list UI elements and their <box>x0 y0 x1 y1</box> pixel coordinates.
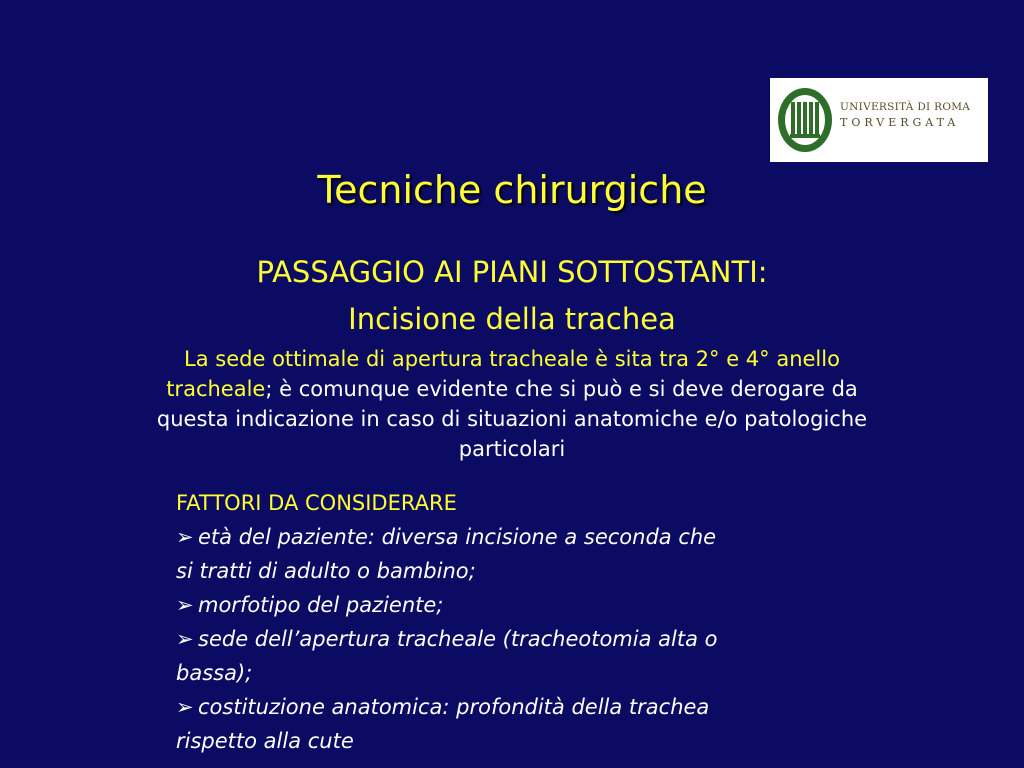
arrow-bullet-icon: ➢ <box>176 593 194 617</box>
list-item <box>176 690 876 724</box>
arrow-bullet-icon: ➢ <box>176 525 194 549</box>
logo-line-1: UNIVERSITÀ DI ROMA <box>840 101 971 113</box>
arrow-bullet-icon: ➢ <box>176 695 194 719</box>
slide-subtitle <box>0 249 1024 343</box>
slide-title: Tecniche chirurgiche <box>317 168 707 212</box>
list-item-continuation: bassa); <box>176 661 253 685</box>
paragraph-line-2 <box>40 374 984 404</box>
paragraph-line-4: particolari <box>458 437 566 461</box>
list-item-text: costituzione anatomica: profondità della trachea <box>198 695 710 719</box>
logo-line-2: TORVERGATA <box>840 115 960 129</box>
university-logo <box>770 78 988 162</box>
university-emblem-icon <box>776 86 834 154</box>
list-item-text: sede dell’apertura tracheale (tracheotomia alta o <box>198 627 718 651</box>
paragraph-line-2-highlight: tracheale <box>166 377 266 401</box>
subtitle-line-2: Incisione della trachea <box>348 302 676 336</box>
factors-heading: FATTORI DA CONSIDERARE <box>176 491 457 515</box>
list-item <box>176 622 876 656</box>
list-item <box>176 520 876 554</box>
paragraph-line-2-rest: ; è comunque evidente che si può e si deve derogare da <box>265 377 858 401</box>
list-item-text: morfotipo del paziente; <box>198 593 444 617</box>
list-item <box>176 588 876 622</box>
paragraph-line-3: questa indicazione in caso di situazioni anatomiche e/o patologiche <box>156 407 868 431</box>
factors-list <box>176 486 876 758</box>
description-paragraph <box>40 344 984 464</box>
subtitle-line-1: PASSAGGIO AI PIANI SOTTOSTANTI: <box>256 255 768 289</box>
list-item-continuation: si tratti di adulto o bambino; <box>176 559 476 583</box>
list-item-continuation: rispetto alla cute <box>176 729 354 753</box>
list-item-text: età del paziente: diversa incisione a seconda che <box>198 525 717 549</box>
paragraph-line-1: La sede ottimale di apertura tracheale è sita tra 2° e 4° anello <box>184 347 840 371</box>
arrow-bullet-icon: ➢ <box>176 627 194 651</box>
